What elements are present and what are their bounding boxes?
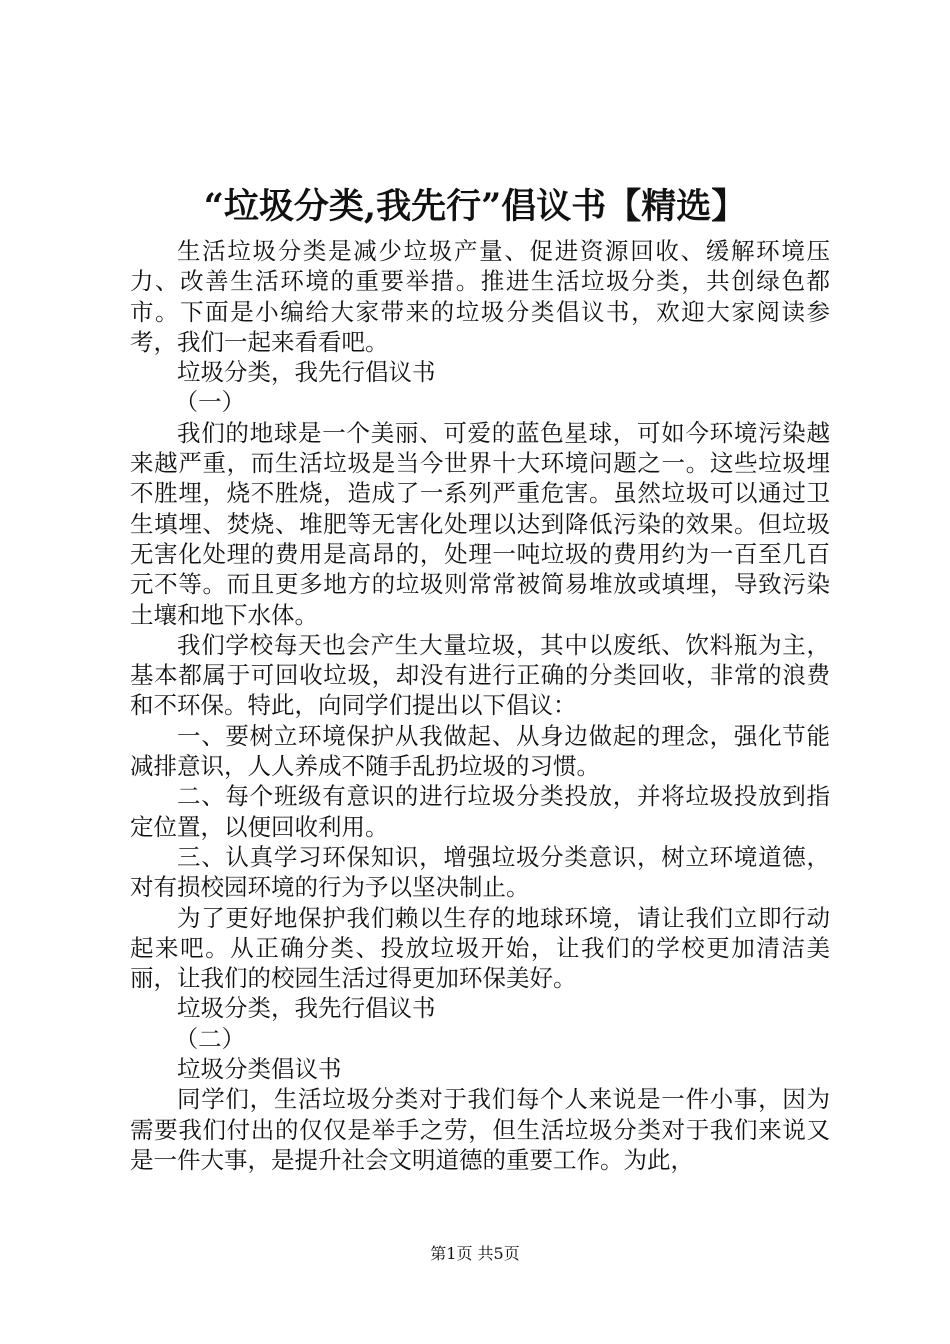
proposal-item: 二、每个班级有意识的进行垃圾分类投放，并将垃圾投放到指定位置，以便回收利用。	[130, 782, 830, 841]
sub-heading: 垃圾分类倡议书	[177, 1055, 342, 1084]
paragraph-intro: 生活垃圾分类是减少垃圾产量、促进资源回收、缓解环境压力、改善生活环境的重要举措。推进生活垃圾分类，共创绿色都市。下面是小编给大家带来的垃圾分类倡议书，欢迎大家阅读参考，我们一起来看看吧。	[130, 237, 830, 356]
section-heading: 垃圾分类，我先行倡议书	[177, 358, 436, 387]
page-footer: 第1页 共5页	[430, 1244, 520, 1263]
paragraph: 为了更好地保护我们赖以生存的地球环境，请让我们立即行动起来吧。从正确分类、投放垃圾开始，让我们的学校更加清洁美丽，让我们的校园生活过得更加环保美好。	[130, 903, 830, 993]
section-number: （一）	[174, 388, 246, 417]
section-heading: 垃圾分类，我先行倡议书	[177, 994, 436, 1023]
paragraph: 同学们，生活垃圾分类对于我们每个人来说是一件小事，因为需要我们付出的仅仅是举手之劳，但生活垃圾分类对于我们来说又是一件大事，是提升社会文明道德的重要工作。为此，	[130, 1085, 830, 1174]
paragraph: 我们的地球是一个美丽、可爱的蓝色星球，可如今环境污染越来越严重，而生活垃圾是当今世界十大环境问题之一。这些垃圾埋不胜埋，烧不胜烧，造成了一系列严重危害。虽然垃圾可以通过卫生填埋、焚烧、堆肥等无害化处理以达到降低污染的效果。但垃圾无害化处理的费用是高昂的，处理一吨垃圾的费用约为一百至几百元不等。而且更多地方的垃圾则常常被简易堆放或填埋，导致污染土壤和地下水体。	[130, 418, 830, 629]
document-title: “垃圾分类,我先行”倡议书【精选】	[203, 186, 747, 227]
section-number: （二）	[174, 1024, 246, 1053]
paragraph: 我们学校每天也会产生大量垃圾，其中以废纸、饮料瓶为主，基本都属于可回收垃圾，却没有进行正确的分类回收，非常的浪费和不环保。特此，向同学们提出以下倡议：	[130, 630, 830, 720]
proposal-item: 三、认真学习环保知识，增强垃圾分类意识，树立环境道德，对有损校园环境的行为予以坚决制止。	[130, 842, 830, 902]
document-body	[130, 236, 830, 1175]
proposal-item: 一、要树立环境保护从我做起、从身边做起的理念，强化节能减排意识，人人养成不随手乱扔垃圾的习惯。	[130, 721, 830, 781]
